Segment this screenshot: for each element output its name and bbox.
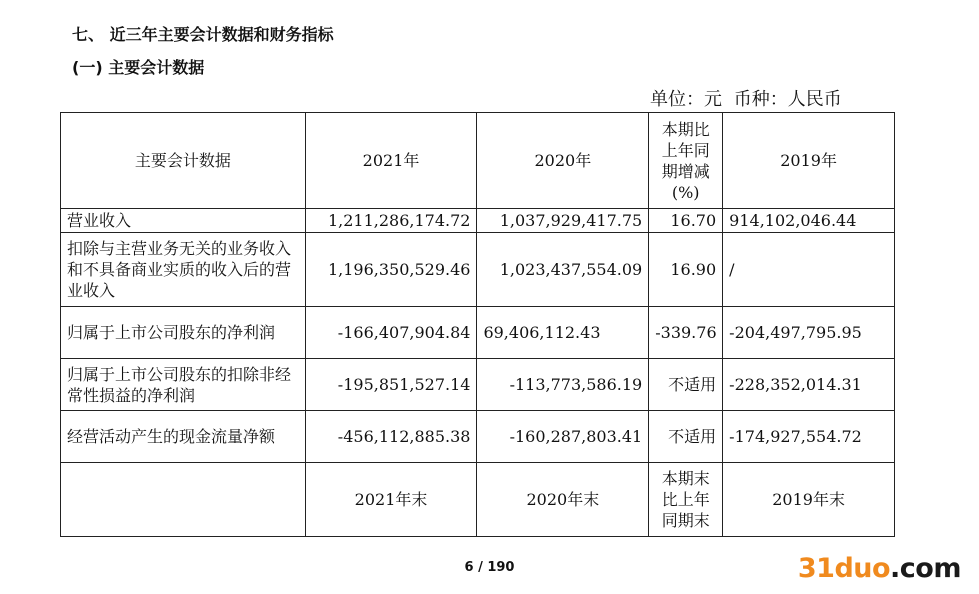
- value-2019: /: [723, 233, 895, 307]
- header-cell: 2020年: [477, 113, 649, 209]
- change-pct: 不适用: [649, 359, 723, 411]
- unit-label: 单位：元: [650, 89, 722, 110]
- value-2021: 1,196,350,529.46: [305, 233, 477, 307]
- table-row: [61, 411, 895, 463]
- footer-header-cell: 本期末比上年同期末: [649, 463, 723, 537]
- table-row: [61, 209, 895, 233]
- row-label: 扣除与主营业务无关的业务收入和不具备商业实质的收入后的营业收入: [61, 233, 306, 307]
- table-header-row: [61, 113, 895, 209]
- row-label: 经营活动产生的现金流量净额: [61, 411, 306, 463]
- change-pct: 不适用: [649, 411, 723, 463]
- table-row: [61, 359, 895, 411]
- value-2021: -456,112,885.38: [305, 411, 477, 463]
- value-2019: -204,497,795.95: [723, 307, 895, 359]
- currency-label: 币种：人民币: [733, 89, 842, 110]
- footer-header-cell: 2019年末: [723, 463, 895, 537]
- header-cell: 本期比上年同期增减(%): [649, 113, 723, 209]
- value-2021: -166,407,904.84: [305, 307, 477, 359]
- value-2019: 914,102,046.44: [723, 209, 895, 233]
- subsection-heading: (一) 主要会计数据: [72, 58, 205, 77]
- change-pct: -339.76: [649, 307, 723, 359]
- header-cell: 主要会计数据: [61, 113, 306, 209]
- accounting-data-table: [60, 112, 895, 537]
- row-label: 营业收入: [61, 209, 306, 233]
- footer-header-cell: [61, 463, 306, 537]
- unit-line: [650, 85, 848, 111]
- value-2020: 1,037,929,417.75: [477, 209, 649, 233]
- table-footer-header-row: [61, 463, 895, 537]
- table-row: [61, 233, 895, 307]
- value-2021: -195,851,527.14: [305, 359, 477, 411]
- value-2020: -113,773,586.19: [477, 359, 649, 411]
- value-2019: -174,927,554.72: [723, 411, 895, 463]
- footer-header-cell: 2021年末: [305, 463, 477, 537]
- watermark-part2: .com: [890, 553, 961, 584]
- page-number: 6 / 190: [464, 560, 515, 575]
- value-2020: 69,406,112.43: [477, 307, 649, 359]
- footer-header-cell: 2020年末: [477, 463, 649, 537]
- value-2021: 1,211,286,174.72: [305, 209, 477, 233]
- value-2019: -228,352,014.31: [723, 359, 895, 411]
- row-label: 归属于上市公司股东的净利润: [61, 307, 306, 359]
- value-2020: 1,023,437,554.09: [477, 233, 649, 307]
- header-cell: 2021年: [305, 113, 477, 209]
- header-cell: 2019年: [723, 113, 895, 209]
- row-label: 归属于上市公司股东的扣除非经常性损益的净利润: [61, 359, 306, 411]
- change-pct: 16.90: [649, 233, 723, 307]
- section-heading: 七、 近三年主要会计数据和财务指标: [72, 25, 334, 44]
- value-2020: -160,287,803.41: [477, 411, 649, 463]
- watermark-logo: [798, 553, 961, 584]
- table-row: [61, 307, 895, 359]
- watermark-part1: 31duo: [797, 553, 891, 584]
- change-pct: 16.70: [649, 209, 723, 233]
